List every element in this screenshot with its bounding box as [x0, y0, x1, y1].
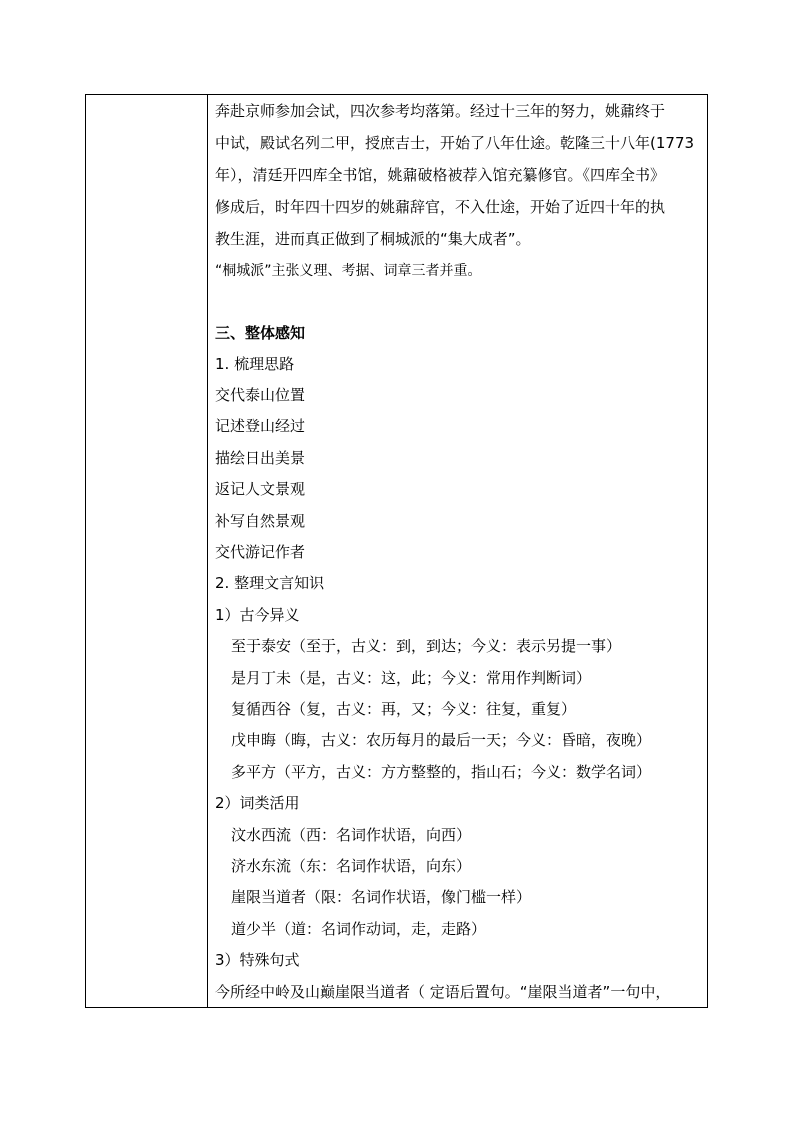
school-note: “桐城派”主张义理、考据、词章三者并重。	[215, 263, 482, 279]
outline-heading: 1. 梳理思路	[215, 355, 295, 373]
ancient-modern-item: 至于泰安（至于，古义：到，到达；今义：表示另提一事）	[231, 637, 622, 655]
content-table	[85, 94, 708, 1008]
intro-line-2: 中试，殿试名列二甲，授庶吉士，开始了八年仕途。乾隆三十八年(1773	[215, 134, 695, 152]
word-class-heading: 2）词类活用	[215, 794, 300, 812]
word-class-item: 崖限当道者（限：名词作状语，像门槛一样）	[231, 888, 532, 906]
classical-heading: 2. 整理文言知识	[215, 574, 325, 592]
word-class-item: 济水东流（东：名词作状语，向东）	[231, 857, 472, 875]
ancient-modern-item: 是月丁未（是，古义：这，此；今义：常用作判断词）	[231, 669, 592, 687]
intro-line-3: 年），清廷开四库全书馆，姚鼐破格被荐入馆充纂修官。《四库全书》	[215, 166, 666, 184]
table-left-cell	[86, 95, 208, 1007]
ancient-modern-heading: 1）古今异义	[215, 606, 300, 624]
intro-line-5: 教生涯，进而真正做到了桐城派的“集大成者”。	[215, 230, 531, 248]
outline-step: 补写自然景观	[215, 512, 306, 530]
word-class-item: 道少半（道：名词作动词，走，走路）	[231, 920, 487, 938]
outline-step: 记述登山经过	[215, 417, 306, 435]
intro-line-1: 奔赴京师参加会试，四次参考均落第。经过十三年的努力，姚鼐终于	[215, 102, 666, 120]
ancient-modern-item: 戊申晦（晦，古义：农历每月的最后一天；今义：昏暗，夜晚）	[231, 731, 652, 749]
word-class-item: 汶水西流（西：名词作状语，向西）	[231, 826, 472, 844]
outline-step: 返记人文景观	[215, 480, 306, 498]
outline-step: 交代游记作者	[215, 543, 306, 561]
special-heading: 3）特殊句式	[215, 951, 300, 969]
table-right-cell	[209, 95, 707, 1007]
intro-line-4: 修成后，时年四十四岁的姚鼐辞官，不入仕途，开始了近四十年的执	[215, 198, 666, 216]
outline-step: 交代泰山位置	[215, 386, 306, 404]
outline-step: 描绘日出美景	[215, 449, 306, 467]
special-sentence: 今所经中岭及山巅崖限当道者（ 定语后置句。“崖限当道者”一句中，	[215, 983, 671, 1001]
section-title: 三、整体感知	[215, 324, 306, 342]
ancient-modern-item: 多平方（平方，古义：方方整整的，指山石；今义：数学名词）	[231, 763, 652, 781]
ancient-modern-item: 复循西谷（复，古义：再，又；今义：往复，重复）	[231, 700, 577, 718]
